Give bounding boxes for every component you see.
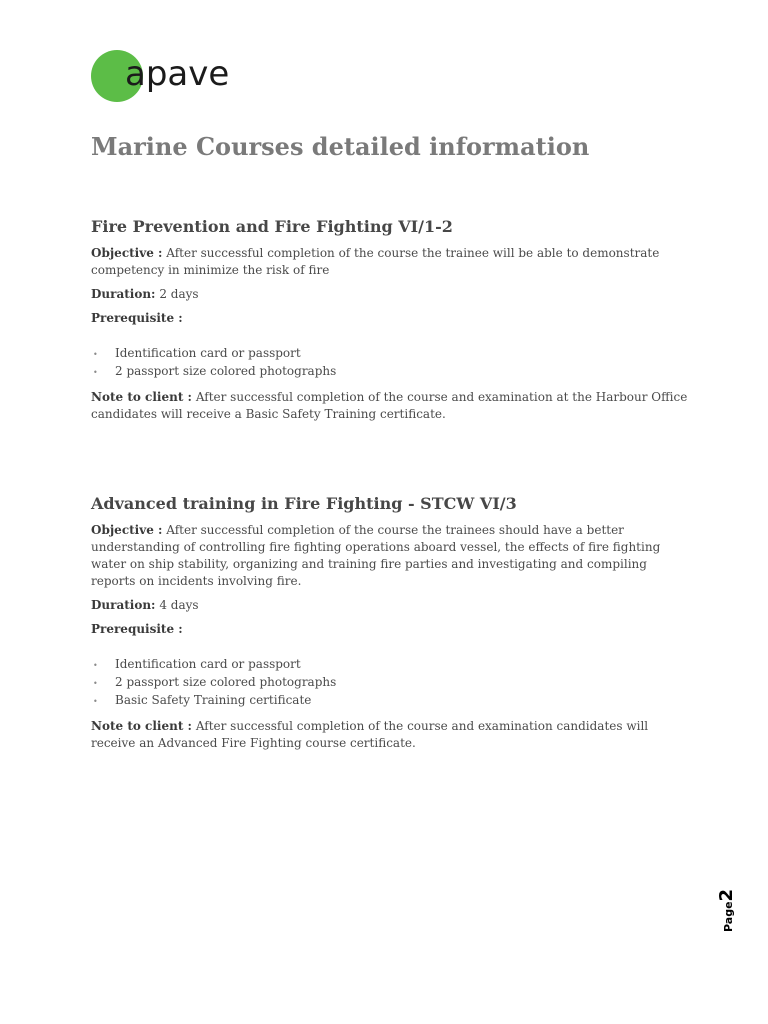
objective-label: Objective : (91, 246, 163, 260)
page-label: Page (722, 901, 735, 932)
list-item (91, 344, 691, 362)
duration-value: 4 days (155, 598, 199, 612)
prerequisite-paragraph (91, 621, 691, 638)
duration-label: Duration: (91, 287, 156, 301)
page-number-value: 2 (716, 888, 737, 902)
course-section (91, 217, 691, 430)
prerequisite-paragraph (91, 310, 691, 327)
prerequisite-label: Prerequisite : (91, 311, 183, 325)
list-item-text: Identification card or passport (115, 346, 301, 360)
course-section (91, 494, 691, 759)
list-item-text: Basic Safety Training certificate (115, 693, 312, 707)
list-item (91, 673, 691, 691)
note-paragraph (91, 718, 691, 752)
list-item-text: 2 passport size colored photographs (115, 364, 337, 378)
page-number-label (716, 889, 737, 932)
duration-paragraph (91, 286, 691, 303)
objective-text: After successful completion of the course the trainees should have a better understanding of controlling fire fighting operations aboard vessel, the effects of fire fighting water on ship stability, organizing and training fire parties and investigating and compiling reports on incidents involving fire. (91, 523, 661, 588)
prerequisite-label: Prerequisite : (91, 622, 183, 636)
duration-value: 2 days (155, 287, 199, 301)
list-item (91, 655, 691, 673)
bullet-icon: • (93, 368, 98, 377)
bullet-icon: • (93, 661, 98, 670)
page-title: Marine Courses detailed information (91, 132, 590, 161)
note-text: After successful completion of the course and examination at the Harbour Office candidates will receive a Basic Safety Training certificate. (91, 390, 688, 421)
objective-paragraph (91, 245, 691, 279)
note-label: Note to client : (91, 390, 192, 404)
list-item (91, 362, 691, 380)
page-number (716, 886, 746, 936)
duration-label: Duration: (91, 598, 156, 612)
objective-label: Objective : (91, 523, 163, 537)
bullet-icon: • (93, 679, 98, 688)
logo-text: apave (125, 54, 230, 94)
list-item-text: 2 passport size colored photographs (115, 675, 337, 689)
prerequisite-list (91, 655, 691, 709)
objective-paragraph (91, 522, 691, 590)
list-item (91, 691, 691, 709)
duration-paragraph (91, 597, 691, 614)
note-label: Note to client : (91, 719, 192, 733)
bullet-icon: • (93, 697, 98, 706)
course-heading: Advanced training in Fire Fighting - STCW VI/3 (91, 494, 517, 513)
objective-text: After successful completion of the course the trainee will be able to demonstrate competency in minimize the risk of fire (91, 246, 660, 277)
list-item-text: Identification card or passport (115, 657, 301, 671)
bullet-icon: • (93, 350, 98, 359)
note-paragraph (91, 389, 691, 423)
prerequisite-list (91, 344, 691, 380)
note-text: After successful completion of the course and examination candidates will receive an Advanced Fire Fighting course certificate. (91, 719, 649, 750)
course-heading: Fire Prevention and Fire Fighting VI/1-2 (91, 217, 453, 236)
apave-logo (91, 50, 251, 104)
